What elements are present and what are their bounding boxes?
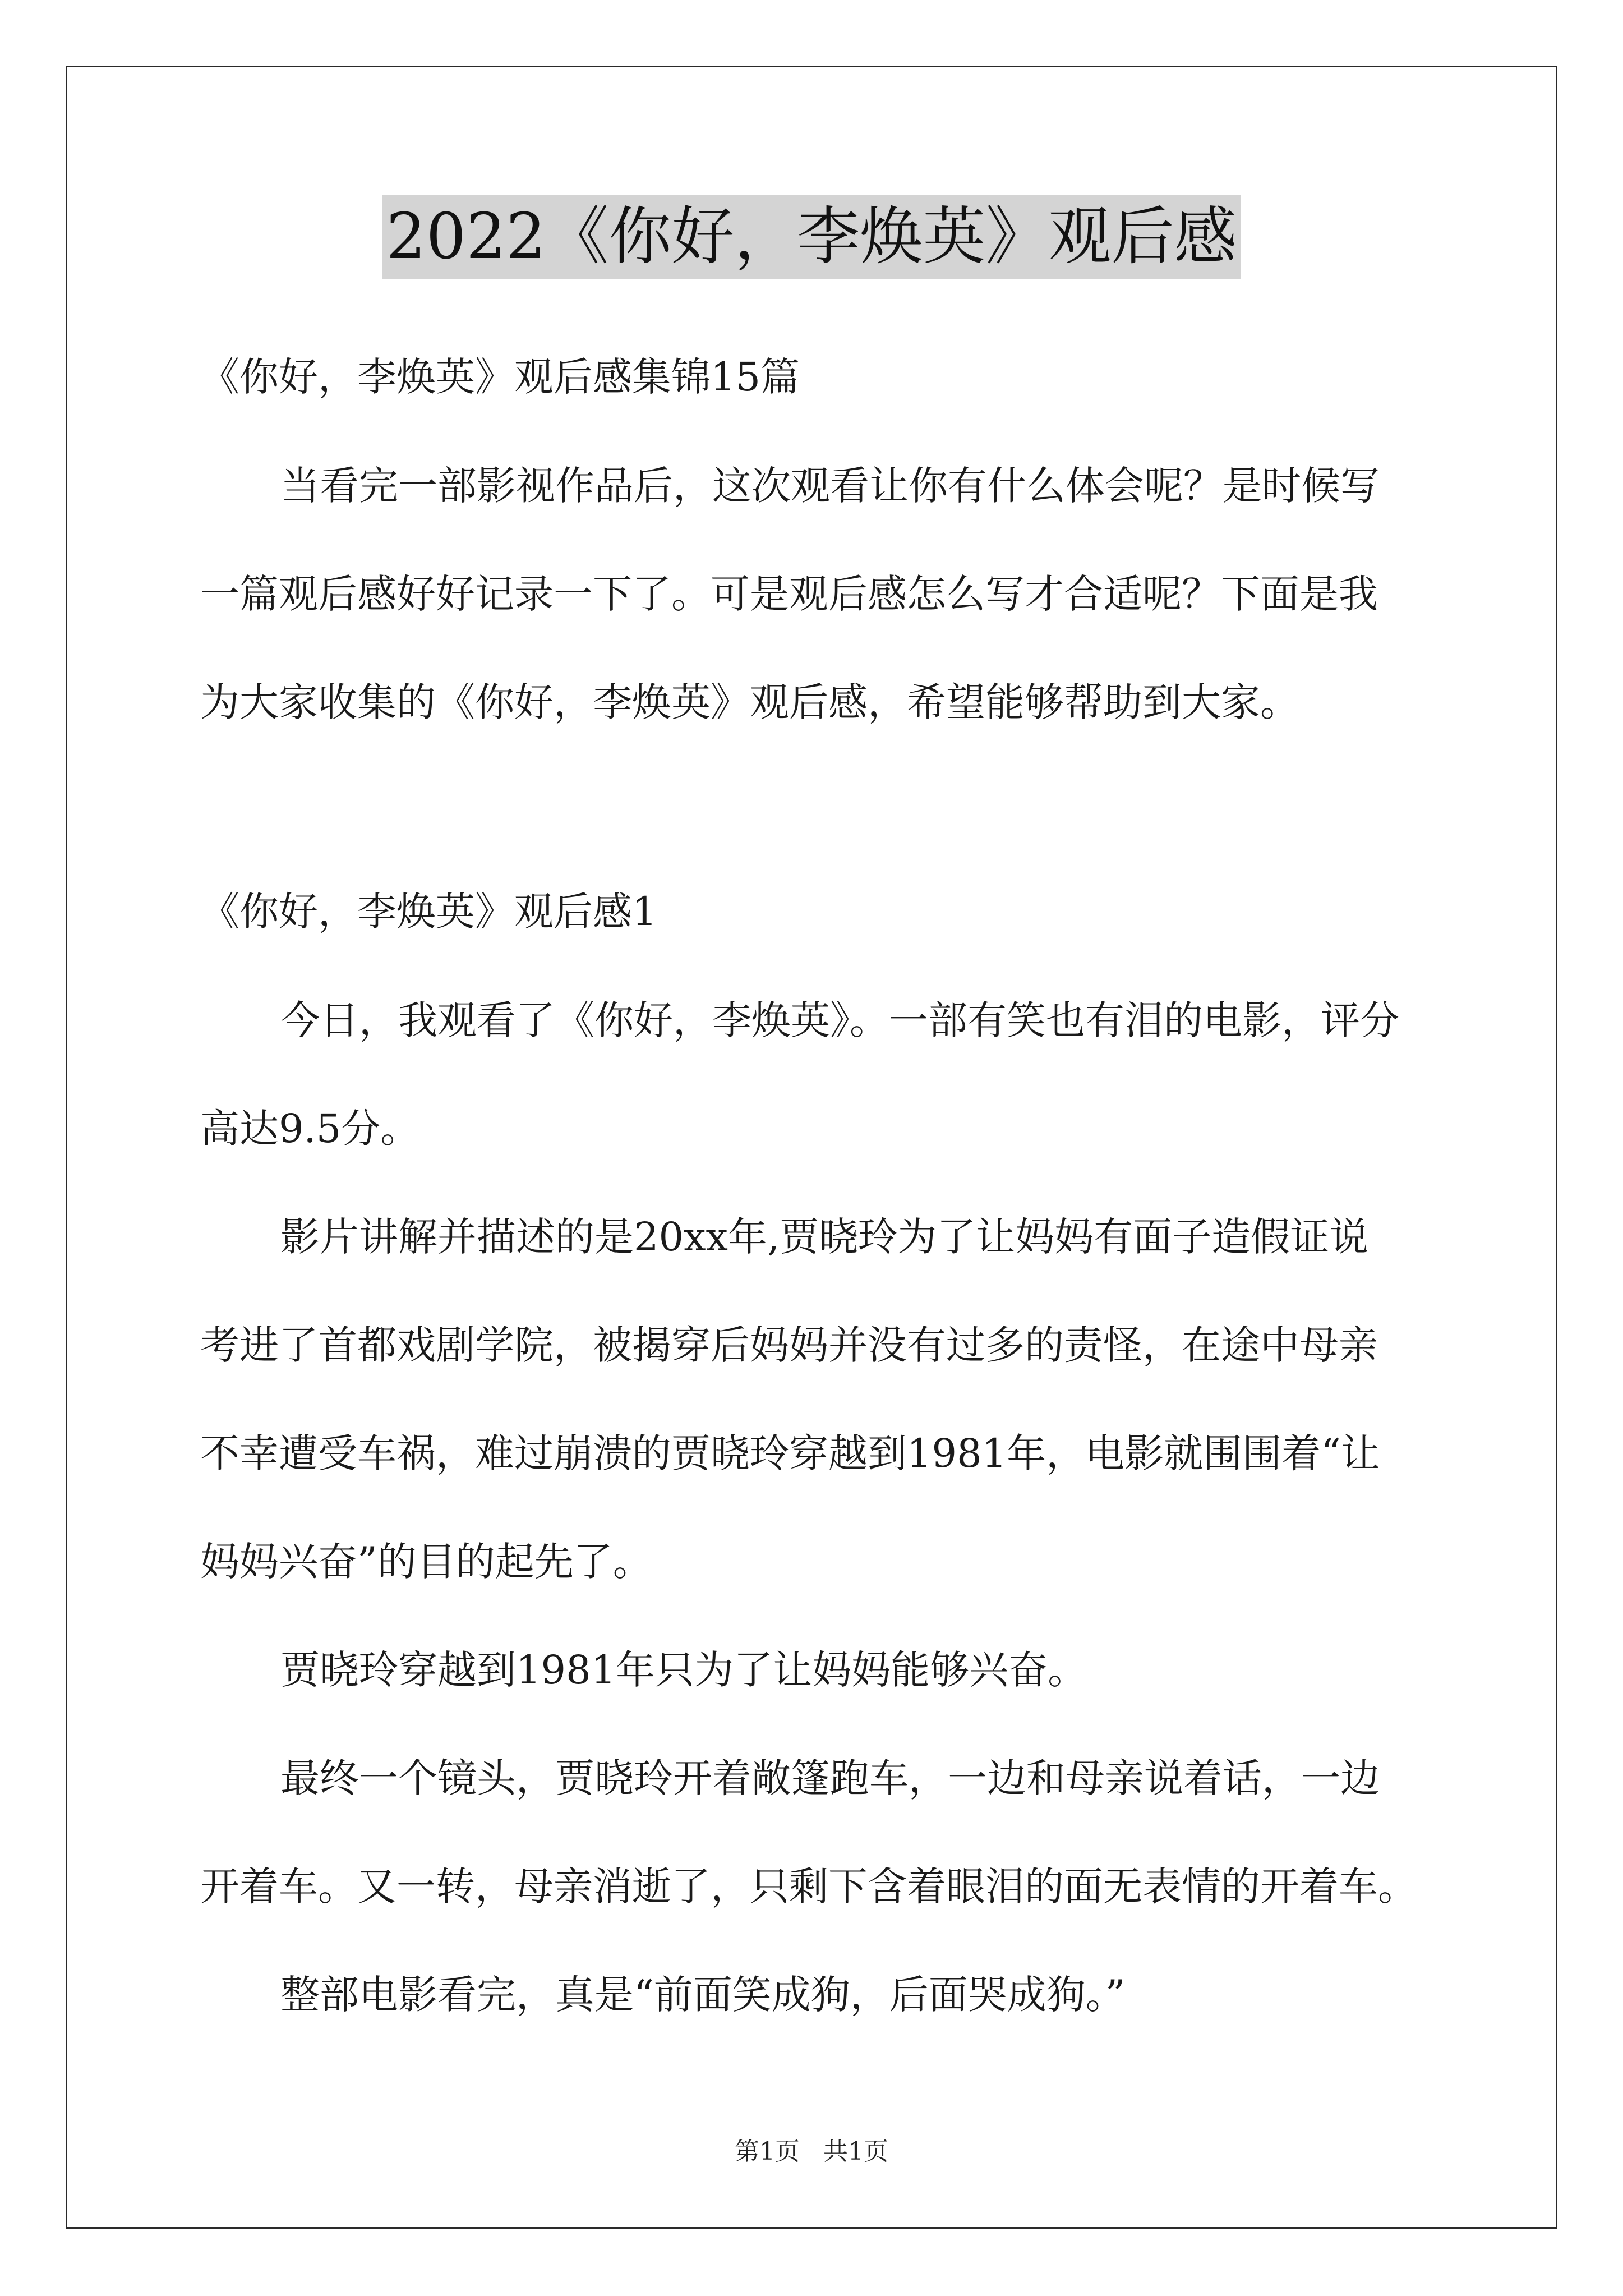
body-line-8: 最终一个镜头，贾晓玲开着敞篷跑车，一边和母亲说着话，一边: [280, 1755, 1380, 1801]
body-line-10: 整部电影看完，真是“前面笑成狗，后面哭成狗。”: [280, 1972, 1126, 2018]
title-container: [0, 195, 1623, 279]
body-line-5: 不幸遭受车祸，难过崩溃的贾晓玲穿越到1981年，电影就围围着“让: [200, 1430, 1380, 1476]
body-line-9: 开着车。又一转，母亲消逝了，只剩下含着眼泪的面无表情的开着车。: [200, 1864, 1417, 1910]
body-line-7: 贾晓玲穿越到1981年只为了让妈妈能够兴奋。: [280, 1647, 1087, 1693]
intro-line-1: 当看完一部影视作品后，这次观看让你有什么体会呢？是时候写: [280, 463, 1380, 509]
document-title: 2022《你好，李焕英》观后感: [382, 195, 1240, 279]
intro-line-2: 一篇观后感好好记录一下了。可是观后感怎么写才合适呢？下面是我: [200, 571, 1378, 617]
body-line-1: 今日，我观看了《你好，李焕英》。一部有笑也有泪的电影，评分: [280, 997, 1399, 1043]
body-line-6: 妈妈兴奋”的目的起先了。: [200, 1539, 652, 1585]
section-heading: 《你好，李焕英》观后感1: [200, 889, 657, 935]
body-line-4: 考进了首都戏剧学院，被揭穿后妈妈并没有过多的责怪，在途中母亲: [200, 1322, 1378, 1368]
intro-line-3: 为大家收集的《你好，李焕英》观后感，希望能够帮助到大家。: [200, 679, 1299, 725]
collection-subtitle: 《你好，李焕英》观后感集锦15篇: [200, 354, 800, 400]
body-line-3: 影片讲解并描述的是20xx年,贾晓玲为了让妈妈有面子造假证说: [280, 1214, 1369, 1260]
page-footer: 第1页 共1页: [735, 2137, 888, 2166]
body-line-2: 高达9.5分。: [200, 1106, 420, 1152]
